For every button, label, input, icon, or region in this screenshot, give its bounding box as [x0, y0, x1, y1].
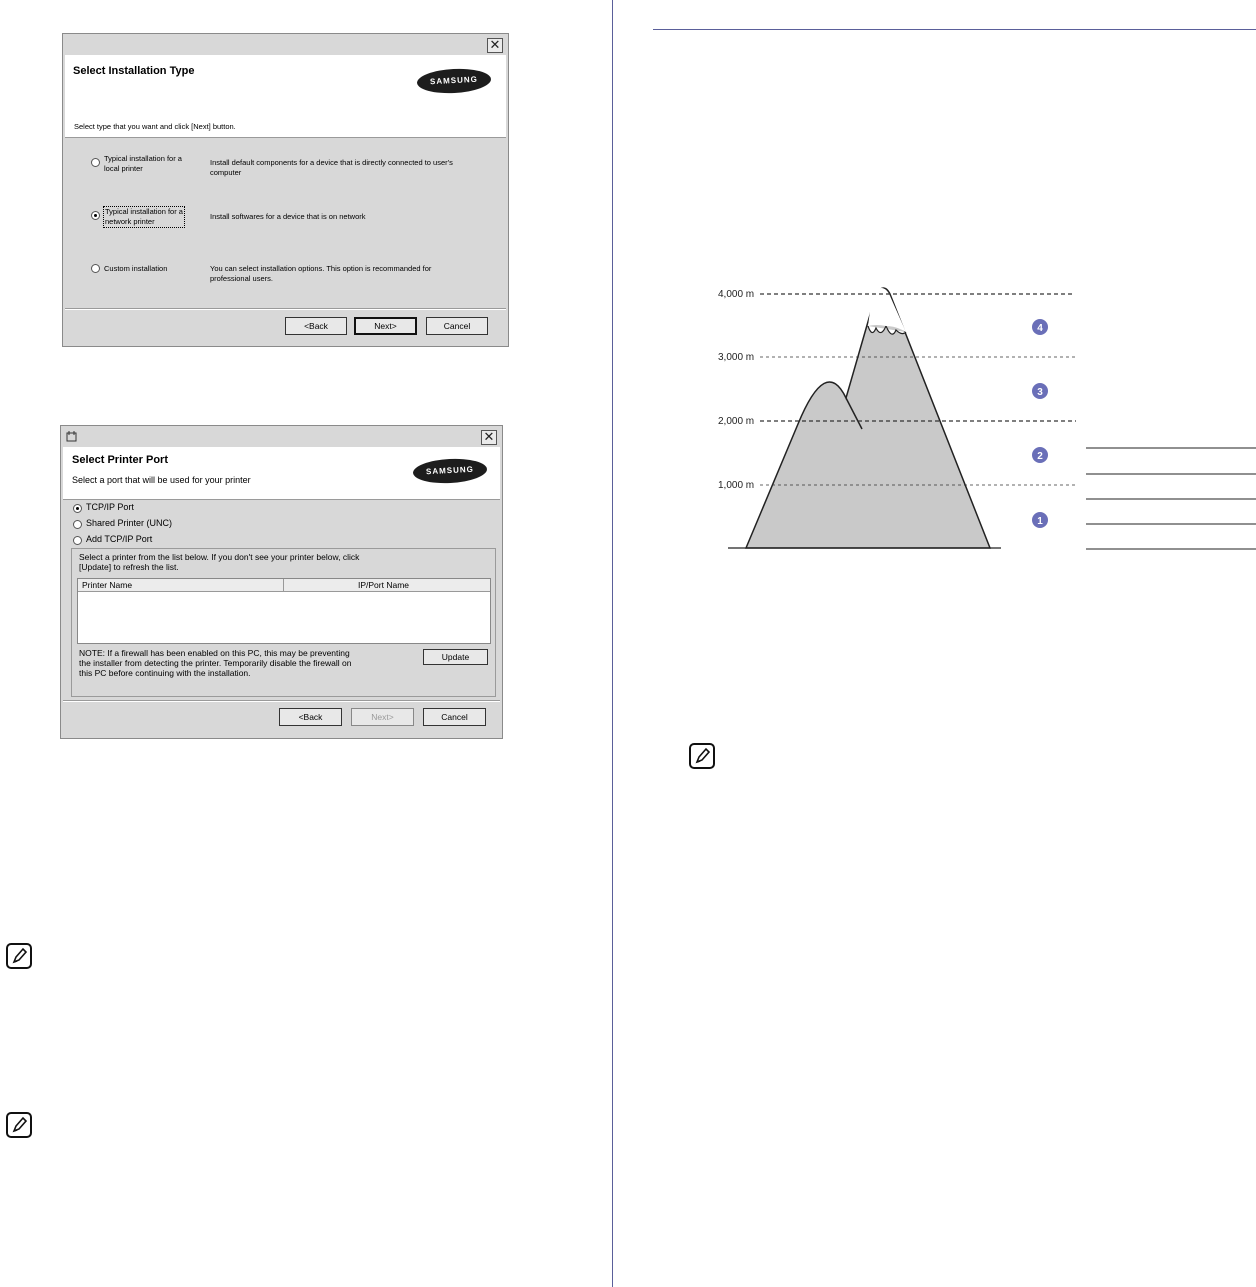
footer-separator	[63, 700, 500, 702]
list-header	[78, 579, 490, 592]
radio-tcpip[interactable]	[73, 504, 82, 513]
dialog-subtitle: Select a port that will be used for your printer	[72, 475, 251, 485]
port-label-tcpip[interactable]: TCP/IP Port	[86, 502, 134, 512]
footer-separator	[65, 308, 506, 310]
option-label-network[interactable]: Typical installation for a network printer	[105, 207, 183, 226]
next-button[interactable]: Next>	[351, 708, 414, 726]
level-label-4000: 4,000 m	[718, 289, 755, 300]
cancel-button[interactable]: Cancel	[426, 317, 488, 335]
instruction-text: Select type that you want and click [Next] button.	[74, 122, 236, 131]
list-hint: Select a printer from the list below. If you don't see your printer below, click [Update] to refresh the list.	[79, 552, 360, 572]
note-icon	[6, 943, 32, 969]
option-label-local[interactable]: Typical installation for a local printer	[104, 154, 182, 173]
port-label-shared[interactable]: Shared Printer (UNC)	[86, 518, 173, 528]
printer-list-group	[71, 548, 496, 697]
column-printer-name[interactable]: Printer Name	[82, 580, 133, 590]
zone-number-3: 3	[1037, 387, 1043, 398]
note-icon	[6, 1112, 32, 1138]
back-button[interactable]: <Back	[279, 708, 342, 726]
note-icon	[689, 743, 715, 769]
radio-custom[interactable]	[91, 264, 100, 273]
option-desc-network: Install softwares for a device that is on network	[210, 212, 366, 221]
dialog-header	[63, 447, 500, 500]
option-desc-local: Install default components for a device that is directly connected to user's computer	[210, 158, 453, 177]
altitude-diagram	[696, 274, 1256, 564]
cancel-button[interactable]: Cancel	[423, 708, 486, 726]
samsung-logo: SAMSUNG	[412, 457, 487, 485]
zone-number-4: 4	[1037, 323, 1043, 334]
zone-number-2: 2	[1037, 451, 1043, 462]
firewall-note: NOTE: If a firewall has been enabled on this PC, this may be preventing the installer from detecting the printer. Temporarily disable the firewall on this PC before continuing with the installation.	[79, 648, 352, 678]
installer-icon	[65, 430, 79, 444]
back-button[interactable]: <Back	[285, 317, 347, 335]
column-ip-port[interactable]: IP/Port Name	[358, 580, 410, 590]
zone-number-1: 1	[1037, 516, 1043, 527]
next-button[interactable]: Next>	[354, 317, 417, 335]
column-divider-line	[283, 579, 284, 591]
radio-network-printer[interactable]	[91, 211, 100, 220]
title-bar	[62, 427, 501, 447]
printer-list[interactable]	[77, 578, 491, 644]
top-rule	[653, 29, 1256, 30]
option-label-custom[interactable]: Custom installation	[104, 264, 168, 273]
radio-add-tcpip[interactable]	[73, 536, 82, 545]
column-divider	[612, 0, 613, 1287]
level-label-2000: 2,000 m	[718, 416, 755, 427]
title-bar	[64, 35, 507, 55]
radio-local-printer[interactable]	[91, 158, 100, 167]
close-icon[interactable]: ✕	[487, 38, 503, 53]
radio-shared-printer[interactable]	[73, 520, 82, 529]
dialog-title: Select Printer Port	[72, 454, 168, 466]
samsung-logo: SAMSUNG	[416, 67, 491, 95]
option-desc-custom: You can select installation options. This option is recommanded for professional users.	[210, 264, 432, 283]
dialog-title: Select Installation Type	[73, 65, 195, 77]
printer-port-dialog	[60, 425, 503, 739]
level-label-3000: 3,000 m	[718, 352, 755, 363]
port-label-add[interactable]: Add TCP/IP Port	[86, 534, 153, 544]
installation-type-dialog	[62, 33, 509, 347]
update-button[interactable]: Update	[423, 649, 488, 665]
close-icon[interactable]: ✕	[481, 430, 497, 445]
level-label-1000: 1,000 m	[718, 480, 755, 491]
